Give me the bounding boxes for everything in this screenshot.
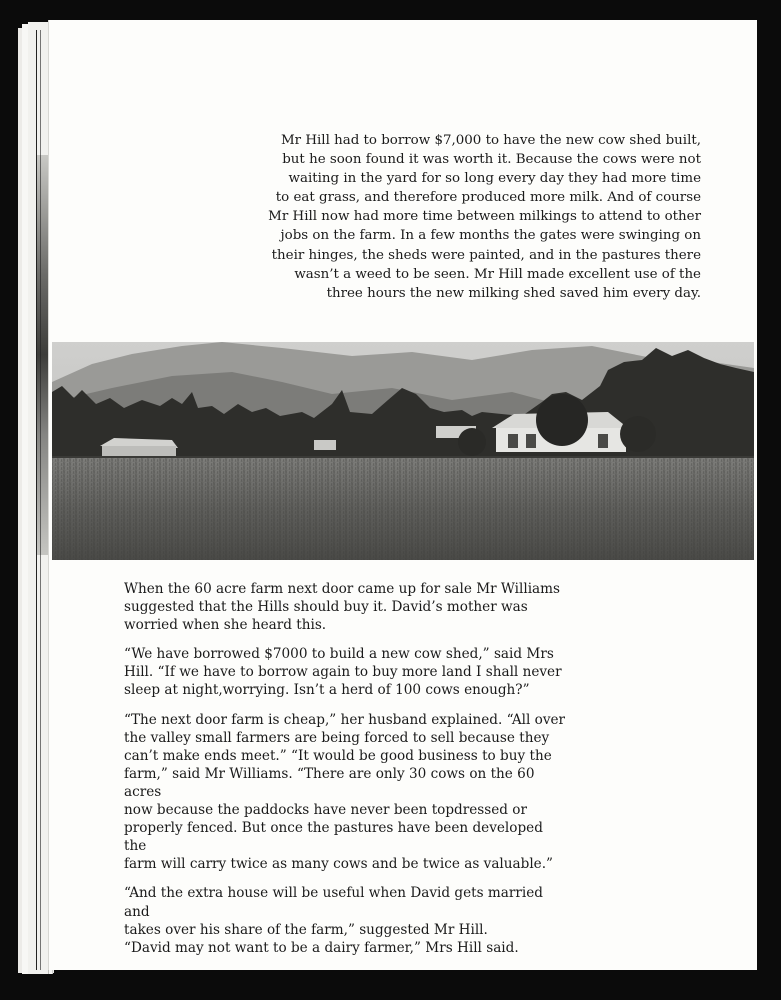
bottom-text-block	[124, 580, 569, 957]
paragraph: “We have borrowed $7000 to build a new cow shed,” said Mrs Hill. “If we have to borrow again to buy more land I shall never sleep at night,worrying. Isn’t a herd of 100 cows enough?”	[124, 646, 562, 699]
top-paragraph: Mr Hill had to borrow $7,000 to have the new cow shed built, but he soon found it was worth it. Because the cows were not waiting in the yard for so long every day they had more time to eat grass, and therefore produced more milk. And of course Mr Hill now had more time between milkings to attend to other jobs on the farm. In a few months the gates were swinging on their hinges, the sheds were painted, and in the pastures there wasn’t a weed to be seen. Mr Hill made excellent use of the three hours the new milking shed saved him every day.	[268, 133, 701, 301]
paragraph: “And the extra house will be useful when David gets married and takes over his share of the farm,” suggested Mr Hill. “David may not want to be a dairy farmer,” Mrs Hill said.	[124, 885, 543, 956]
farm-photograph	[52, 342, 754, 560]
page-edge-line	[36, 30, 37, 970]
paragraph: When the 60 acre farm next door came up for sale Mr Williams suggested that the Hills should buy it. David’s mother was worried when she heard this.	[124, 581, 561, 634]
scan-border	[757, 26, 781, 971]
paragraph: “The next door farm is cheap,” her husband explained. “All over the valley small farmers are being forced to sell because they can’t make ends meet.” “It would be good business to buy the farm,” said Mr Williams. “There are only 30 cows on the 60 acres now because the paddocks have never been topdressed or properly fenced. But once the pastures have been developed the farm will carry twice as many cows and be twice as valuable.”	[124, 711, 566, 873]
previous-page-photo-edge	[36, 155, 48, 555]
page-edge-line	[40, 30, 41, 970]
